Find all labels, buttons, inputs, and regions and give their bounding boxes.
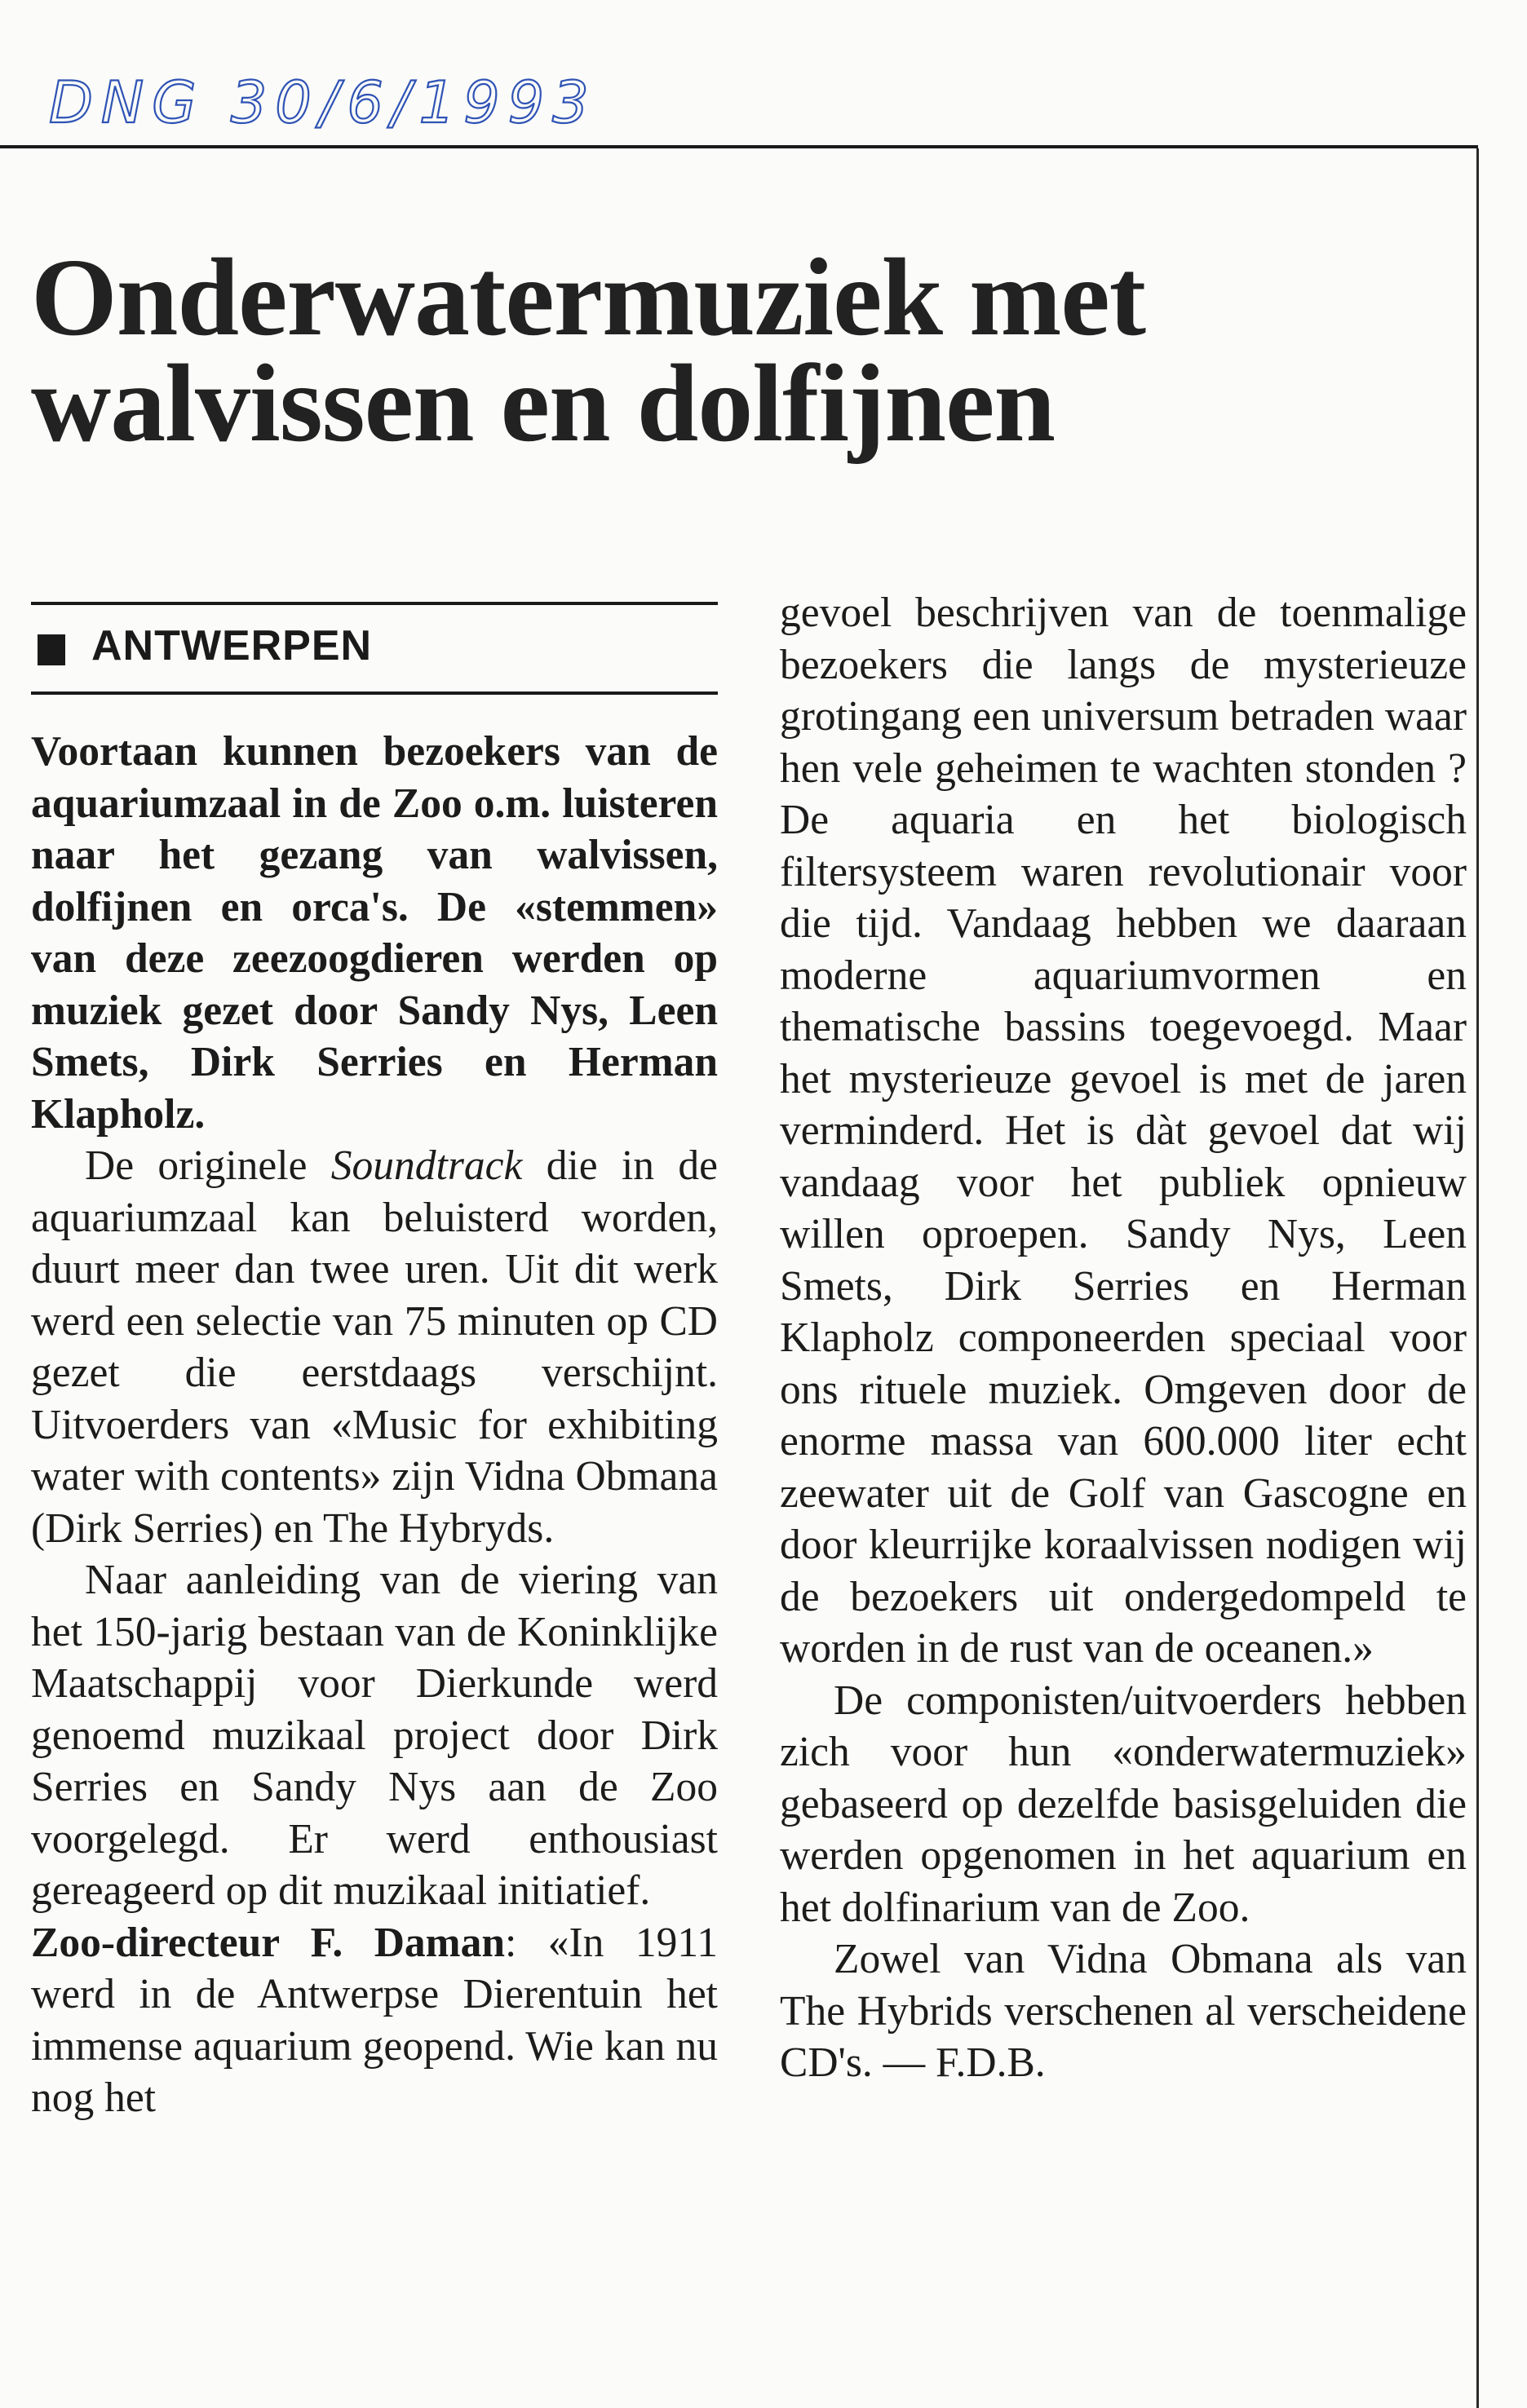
paragraph-soundtrack [31,1140,718,1554]
paragraph-director-quote-start [31,1917,718,2124]
paragraph-anniversary: Naar aanleiding van de viering van het 150-jarig bestaan van de Koninklijke Maatschappij voor Dierkunde werd genoemd muzikaal project door Dirk Serries en Sandy Nys aan de Zoo voorgelegd. Er werd enthousiast gereageerd op dit muzikaal initiatief. [31,1557,718,1914]
article-column-right [780,587,1467,2089]
dateline-rule-top [31,602,718,605]
quote-speaker: Zoo-directeur F. Daman [31,1919,505,1966]
paragraph-director-quote-continued: gevoel beschrijven van de toenmalige bezoekers die langs de mysterieuze grotingang een universum betraden waar hen vele geheimen te wachten stonden ? De aquaria en het biologisch filtersysteem waren revolutionair voor die tijd. Vandaag hebben we daaraan moderne aquariumvormen en thematische bassins toegevoegd. Maar het mysterieuze gevoel is met de jaren verminderd. Het is dàt gevoel dat wij vandaag voor het publiek opnieuw willen oproepen. Sandy Nys, Leen Smets, Dirk Serries en Herman Klapholz componeerden speciaal voor ons rituele muziek. Omgeven door de enorme massa van 600.000 liter echt zeewater uit de Golf van Gascogne en door kleurrijke koraalvissen nodigen wij de bezoekers uit ondergedompeld te worden in de rust van de oceanen.» [780,590,1467,1672]
top-rule [0,145,1478,148]
handwritten-date-text: DNG 30/6/1993 [49,69,597,136]
dateline-box [31,602,718,696]
para2-text-end: die in de aquariumzaal kan beluisterd worden, duurt meer dan twee uren. Uit dit werk werd een selectie van 75 minuten op CD gezet die eerstdaags verschijnt. Uitvoerders van «Music for exhibiting water with contents» zijn Vidna Obmana (Dirk Serries) en The Hybryds. [31,1142,718,1552]
handwritten-source-annotation [49,45,620,159]
quote-text-left: : «In 1911 werd in de Antwerpse Dierentuin het immense aquarium geopend. Wie kan nu nog het [31,1919,718,2121]
article-column-left [31,726,718,2124]
right-column-rule [1476,148,1479,2408]
square-bullet-icon [38,634,65,665]
para2-text-start: De originele [85,1142,331,1189]
soundtrack-italic: Soundtrack [330,1142,523,1189]
dateline-rule-bottom [31,691,718,695]
paragraph-closing: Zowel van Vidna Obmana als van The Hybrids verschenen al verscheidene CD's. — F.D.B. [780,1936,1467,2086]
headline-line-1: Onderwatermuziek met [31,236,1146,359]
headline-line-2: walvissen en dolfijnen [31,342,1056,465]
headline [31,236,1434,465]
paragraph-composers: De componisten/uitvoerders hebben zich voor hun «onderwatermuziek» gebaseerd op dezelfde basisgeluiden die werden opgenomen in het aquarium en het dolfinarium van de Zoo. [780,1677,1467,1931]
lead-paragraph: Voortaan kunnen bezoekers van de aquariumzaal in de Zoo o.m. luisteren naar het gezang van walvissen, dolfijnen en orca's. De «stemmen» van deze zeezoogdieren werden op muziek gezet door Sandy Nys, Leen Smets, Dirk Serries en Herman Klapholz. [31,728,718,1138]
dateline: ANTWERPEN [91,622,373,669]
